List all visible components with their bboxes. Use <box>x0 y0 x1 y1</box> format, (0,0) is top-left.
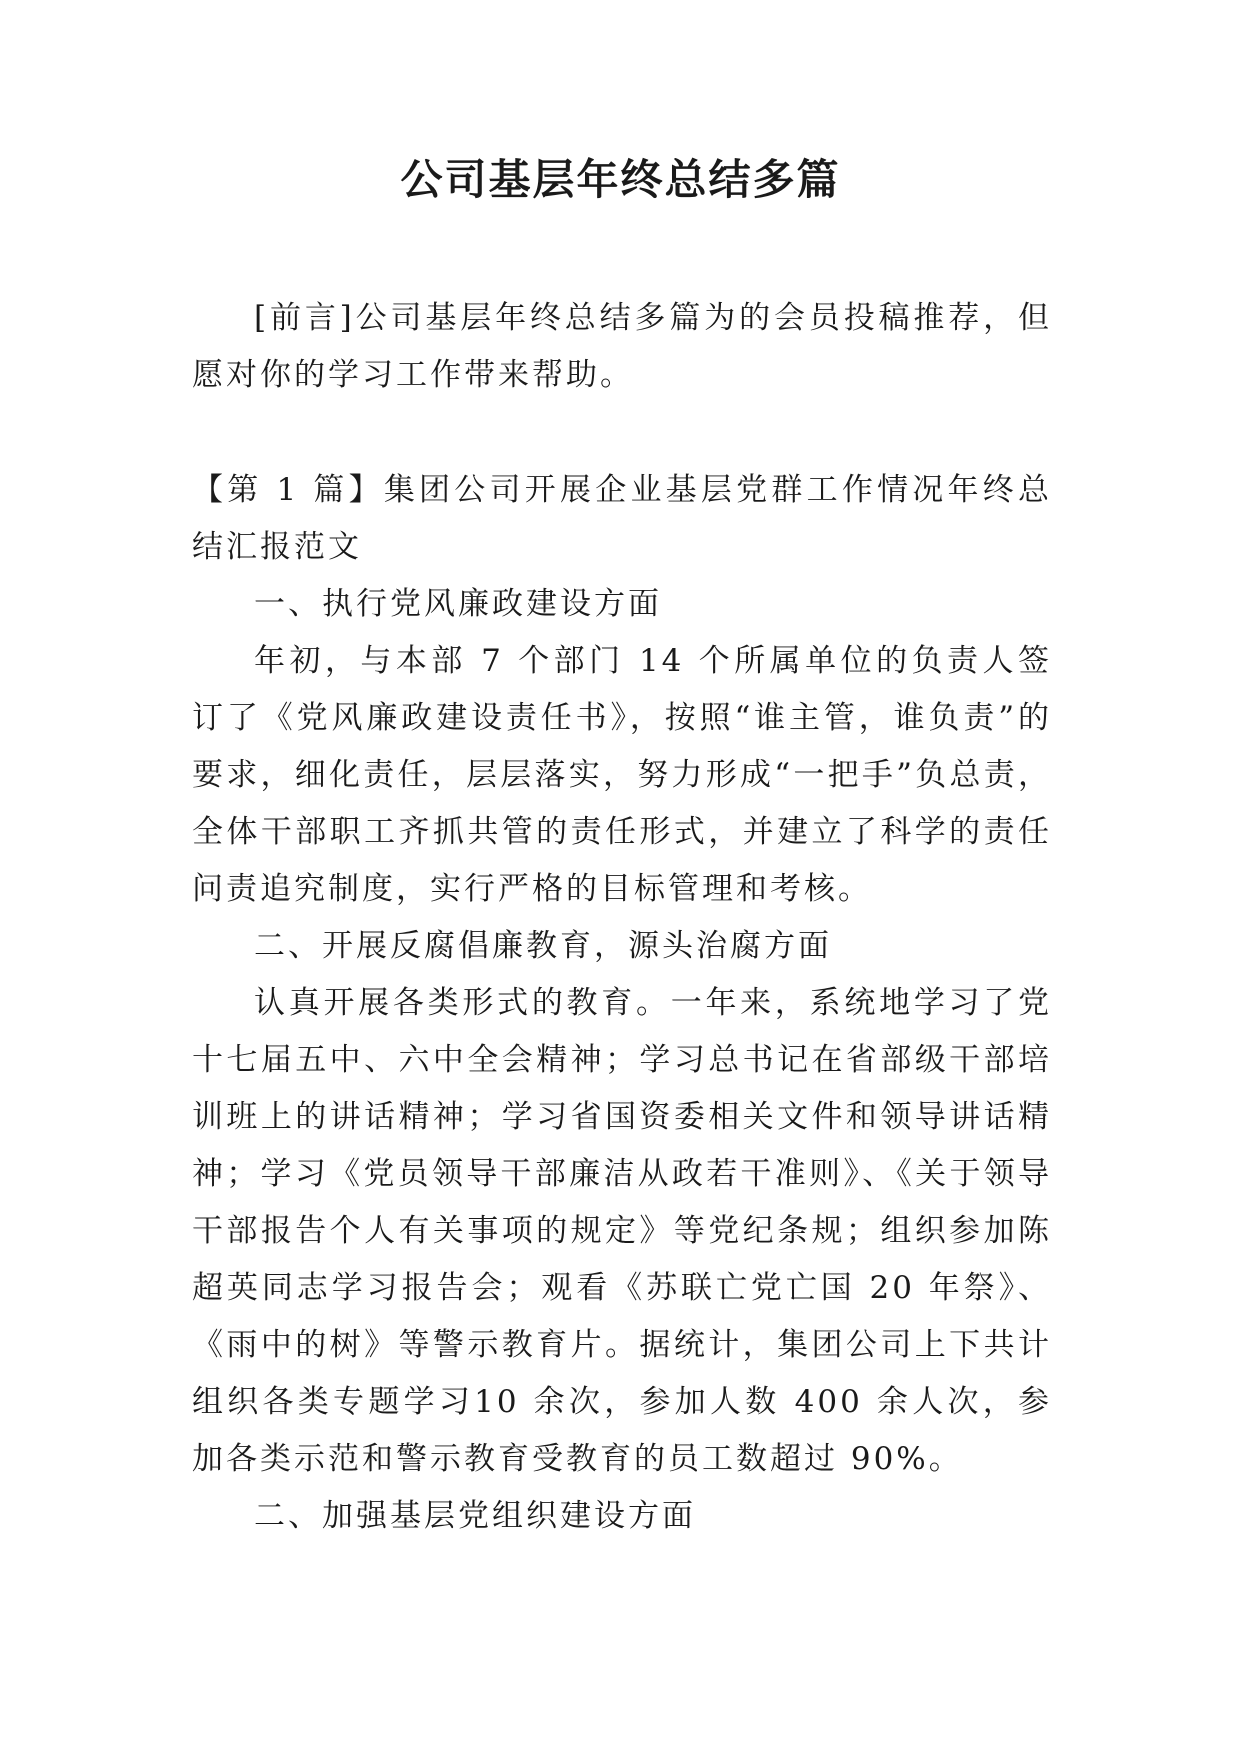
article-heading: 【第 1 篇】集团公司开展企业基层党群工作情况年终总结汇报范文 <box>192 472 1052 565</box>
section-paragraph-2: 认真开展各类形式的教育。一年来，系统地学习了党十七届五中、六中全会精神；学习总书记在省部级干部培训班上的讲话精神；学习省国资委相关文件和领导讲话精神；学习《党员领导干部廉洁从政若干准则》、《关于领导干部报告个人有关事项的规定》等党纪条规；组织参加陈超英同志学习报告会；观看《苏联亡党亡国 20 年祭》、《雨中的树》等警示教育片。据统计，集团公司上下共计组织各类专题学习10 余次，参加人数 400 余人次，参加各类示范和警示教育受教育的员工数超过 90%。 <box>192 985 1052 1477</box>
section-heading-1: 一、执行党风廉政建设方面 <box>254 586 662 622</box>
section-paragraph-1: 年初，与本部 7 个部门 14 个所属单位的负责人签订了《党风廉政建设责任书》，按照“谁主管，谁负责”的要求，细化责任，层层落实，努力形成“一把手”负总责，全体干部职工齐抓共管的责任形式，并建立了科学的责任问责追究制度，实行严格的目标管理和考核。 <box>192 643 1052 907</box>
section-heading-2: 二、开展反腐倡廉教育，源头治腐方面 <box>254 928 832 964</box>
document-title: 公司基层年终总结多篇 <box>400 155 841 204</box>
section-heading-3: 二、加强基层党组织建设方面 <box>254 1498 696 1534</box>
document-body <box>192 290 1052 1545</box>
preface-paragraph: [前言]公司基层年终总结多篇为的会员投稿推荐，但愿对你的学习工作带来帮助。 <box>192 300 1052 393</box>
